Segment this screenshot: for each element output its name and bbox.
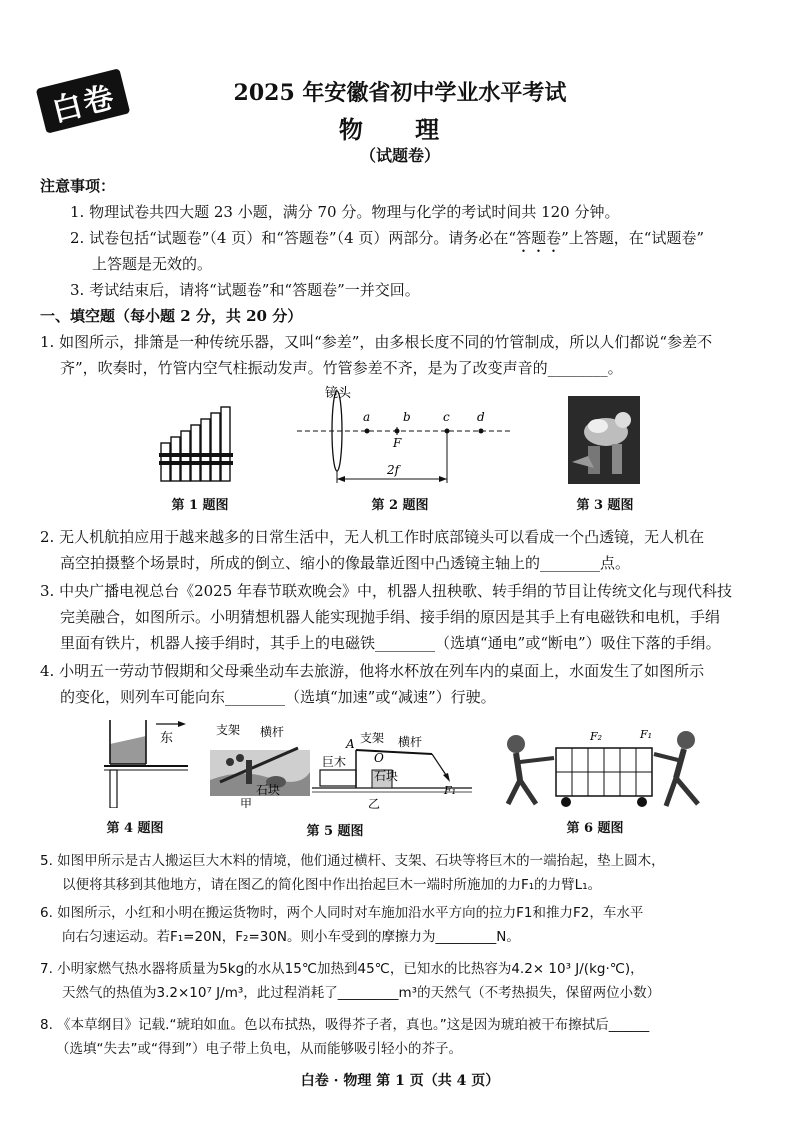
water-cup-figure — [100, 716, 190, 808]
label-lens: 镜头 — [325, 386, 352, 401]
label-yi: 乙 — [368, 797, 381, 810]
label-a: a — [363, 410, 371, 424]
lens-diagram — [295, 383, 515, 493]
emphasis-answer-sheet: 答题卷 — [516, 229, 562, 247]
q3-line-3: 里面有铁片，机器人接手绢时，其手上的电磁铁________（选填“通电”或“断电”）吸住下落的手绢。 — [60, 634, 721, 652]
q4-line-1: 4. 小明五一劳动节假期和父母乘坐动车去旅游，他将水杯放在列车内的桌面上，水面发生了如图所示 — [40, 662, 705, 680]
q1-line-2: 齐”，吹奏时，竹管内空气柱振动发声。竹管参差不齐，是为了改变声音的________。 — [60, 359, 623, 377]
label-focus: F — [393, 436, 402, 450]
notice-heading: 注意事项： — [40, 177, 116, 195]
label-support-b: 支架 — [360, 731, 385, 745]
label-east: 东 — [160, 731, 174, 746]
q8-line-2: （选填“失去”或“得到”）电子带上负电，从而能够吸引轻小的芥子。 — [56, 1041, 462, 1057]
notice-item-3: 3. 考试结束后，请将“试题卷”和“答题卷”一并交回。 — [70, 281, 420, 299]
q6-line-2: 向右匀速运动。若F₁=20N，F₂=30N。则小车受到的摩擦力为_________N。 — [62, 929, 520, 945]
paper-type: （试题卷） — [359, 146, 440, 165]
exam-title: 2025 年安徽省初中学业水平考试 — [233, 80, 567, 106]
robot-performance-photo — [568, 396, 640, 484]
label-stone-b: 石块 — [374, 769, 399, 783]
notice-item-2-line-1: 2. 试卷包括“试题卷”（4 页）和“答题卷”（4 页）两部分。请务必在“答题卷”上答题，在“试题卷” — [70, 229, 705, 247]
fig5-caption: 第 5 题图 — [306, 824, 364, 839]
label-jia: 甲 — [240, 797, 253, 808]
fig1-caption: 第 1 题图 — [171, 498, 229, 513]
q4-line-2: 的变化，则列车可能向东________（选填“加速”或“减速”）行驶。 — [60, 688, 496, 706]
label-pivot-o: O — [374, 751, 384, 765]
label-c: c — [443, 410, 450, 424]
q2-line-1: 2. 无人机航拍应用于越来越多的日常生活中，无人机工作时底部镜头可以看成一个凸透镜，无人机在 — [40, 528, 705, 546]
notice-item-1: 1. 物理试卷共四大题 23 小题，满分 70 分。物理与化学的考试时间共 120 分钟。 — [70, 203, 620, 221]
q8-line-1: 8. 《本草纲目》记载.“琥珀如血。色以布拭热，吸得芥子者，真也。”这是因为琥珀被干布擦拭后______ — [40, 1017, 650, 1033]
q5-line-1: 5. 如图甲所示是古人搬运巨大木料的情境，他们通过横杆、支架、石块等将巨木的一端抬起，垫上圆木， — [40, 853, 665, 869]
q5-line-2: 以便将其移到其他地方，请在图乙的简化图中作出抬起巨木一端时所施加的力F₁的力臂L₁。 — [62, 877, 602, 893]
fig3-caption: 第 3 题图 — [576, 498, 634, 513]
label-support-a: 支架 — [216, 723, 241, 737]
q3-line-1: 3. 中央广播电视总台《2025 年春节联欢晚会》中，机器人扭秧歌、转手绢的节目让传统文化与现代科技 — [40, 582, 733, 600]
q7-line-2: 天然气的热值为3.2×10⁷ J/m³，此过程消耗了_________m³的天然气（不考热损失，保留两位小数） — [62, 985, 661, 1001]
page-footer: 白卷 · 物理 第 1 页（共 4 页） — [300, 1073, 500, 1089]
label-force-f2: F₂ — [590, 730, 603, 743]
label-log: 巨木 — [322, 755, 347, 769]
q6-line-1: 6. 如图所示，小红和小明在搬运货物时，两个人同时对车施加沿水平方向的拉力F1和推力F2，车水平 — [40, 905, 644, 921]
pan-flute-figure — [155, 403, 245, 483]
label-force-f1: F₁ — [444, 784, 457, 797]
q2-line-2: 高空拍摄整个场景时，所成的倒立、缩小的像最靠近图中凸透镜主轴上的________点。 — [60, 554, 631, 572]
label-2f: 2f — [387, 463, 400, 477]
label-bar-a: 横杆 — [260, 725, 285, 739]
q3-line-2: 完美融合，如图所示。小明猜想机器人能实现抛手绢、接手绢的原因是其手上有电磁铁和电机，手绢 — [60, 608, 721, 626]
q7-line-1: 7. 小明家燃气热水器将质量为5kg的水从15℃加热到45℃，已知水的比热容为4.2× 10³ J/(kg·℃)， — [40, 961, 644, 977]
section-1-heading: 一、填空题（每小题 2 分，共 20 分） — [40, 307, 303, 325]
lever-diagram — [312, 730, 472, 810]
label-force-f1-cart: F₁ — [640, 728, 653, 741]
label-d: d — [477, 410, 485, 424]
fig6-caption: 第 6 题图 — [566, 821, 624, 836]
ancient-lifting-illustration — [210, 720, 310, 808]
subject-title: 物 理 — [338, 115, 462, 144]
notice-item-2-line-2: 上答题是无效的。 — [92, 255, 213, 273]
q1-line-1: 1. 如图所示，排箫是一种传统乐器，又叫“参差”，由多根长度不同的竹管制成，所以人们都说“参差不 — [40, 333, 713, 351]
fig4-caption: 第 4 题图 — [106, 821, 164, 836]
label-stone-a: 石块 — [256, 783, 281, 797]
label-b: b — [403, 410, 411, 424]
fig2-caption: 第 2 题图 — [371, 498, 429, 513]
label-point-a: A — [346, 737, 355, 751]
label-bar-b: 横杆 — [398, 735, 423, 749]
white-paper-badge: 白卷 — [36, 68, 131, 133]
cart-pushing-figure — [490, 722, 720, 812]
